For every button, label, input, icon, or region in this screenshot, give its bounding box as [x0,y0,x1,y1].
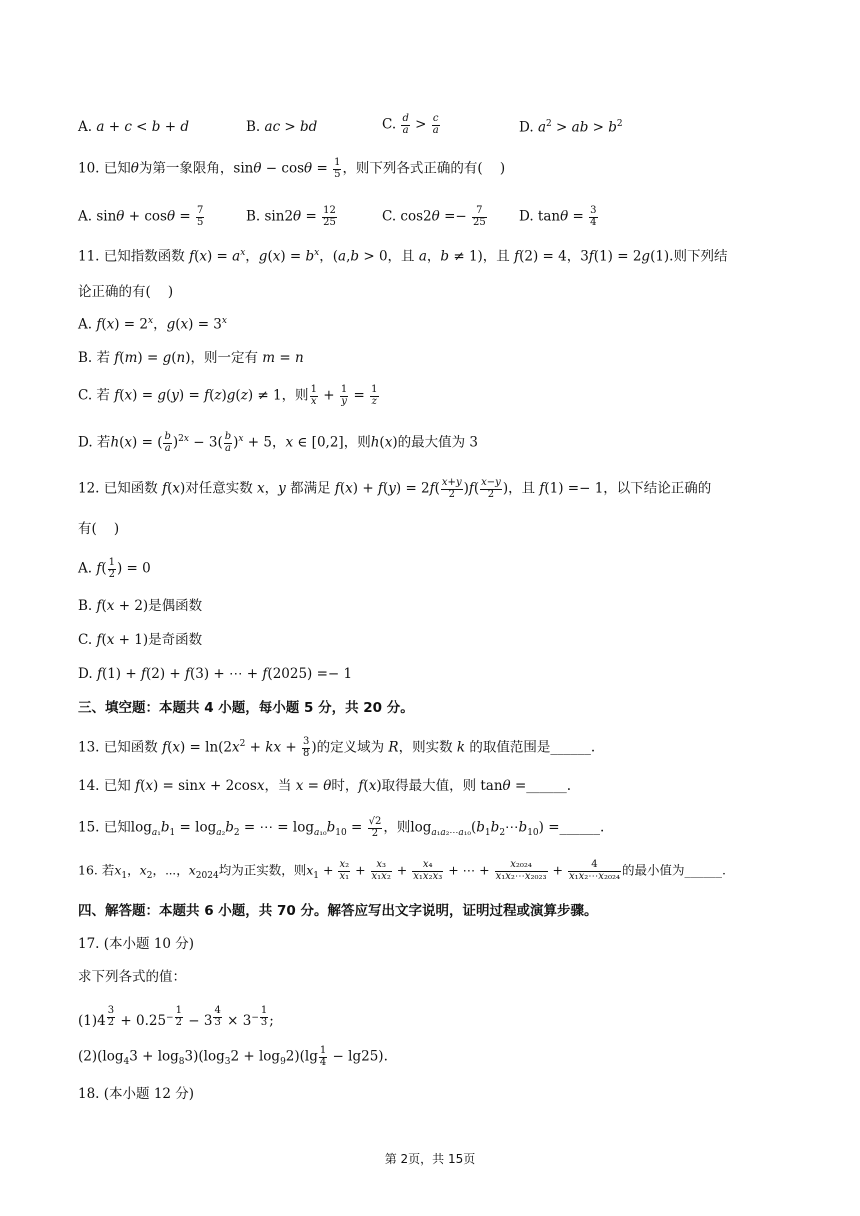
q12-option-a: A. f( $\frac{1}{2}$ ) = 0 [78,557,151,580]
section-3-heading: 三、填空题：本题共 4 小题，每小题 5 分，共 20 分。 [78,700,414,716]
q17-prompt: 求下列各式的值： [78,969,186,985]
q13: 13. 已知函数 $f(x) = \ln(2x^2$ + kx + $\frac{3}{8}$ )的定义域为 R，则实数 k 的取值范围是______. [78,736,596,759]
q9-option-c: C. $\frac{d}{a}$ > $\frac{c}{a}$ [382,113,439,136]
q12-option-b: B. f(x + 2)是偶函数 [78,598,203,614]
q16: 16. 若$x_1$，$x_2$，⋯，$x_{2024}$均为正实数，则$x_1$ + $\frac{\text{x₂}}{\text{x₁}}$ + $\frac{\text{x₃}}{\text{x₁x₂}}$ + $\frac{\text{x₄}}{\text{x₁x₂x₃}}$ + ⋯ + $\frac{\text{x₂₀₂₄}}{\text{x₁x₂⋯x₂₀₂₃}}$ + $\frac{4}{\text{x₁x₂⋯x₂₀₂₄}}$ 的最小值为______. [78,859,726,882]
q12-option-c: C. f(x + 1)是奇函数 [78,632,203,648]
q11-option-c: C. 若 f(x) = g(y) = f(z)g(z) ≠ 1，则 $\frac{1}{x}$ + $\frac{1}{y}$ = $\frac{1}{z}$ [78,384,378,407]
q11-stem: 11. 已知指数函数 $f(x) = a^x$，$g(x) = b^x$，(a,b > 0，且 a，b ≠ 1)，且 f(2) = 4，3f(1) = 2g(1).则下列结 [78,248,728,265]
q9-option-d: D. $a^2$ > ab > $b^2$ [519,119,623,136]
q9-option-a: A. a + c < b + d [78,119,189,135]
q18-title: 18. (本小题 12 分) [78,1086,195,1102]
q15: 15. 已知$\log_{a_1}b_1 = \log_{a_2}b_2$ = ⋯ = $\log_{a_{10}}b_{10}$ = $\frac{√2}{2}$ ，则$\log_{a_1a_2\cdots a_{10}}(b_1b_2\cdots b_{10})$ =______. [78,816,605,839]
section-4-heading: 四、解答题：本题共 6 小题，共 70 分。解答应写出文字说明，证明过程或演算步骤。 [78,903,598,919]
q12-stem-cont: 有( ) [78,521,120,537]
q17-part-2: $(2)(\log_43 + \log_83)(\log_32 + \log_92)(\lg$ $\frac{1}{4}$ − lg25). [78,1045,388,1068]
q10-option-a: A. sinθ + cosθ = $\frac{7}{5}$ [78,205,204,228]
page-footer: 第 2页，共 15页 [384,1152,476,1166]
q12-option-d: D. f(1) + f(2) + f(3) + ⋯ + f(2025) =− 1 [78,666,353,682]
q9-option-b: B. ac > bd [246,119,318,135]
q11-stem-cont: 论正确的有( ) [78,284,174,300]
q10-option-c: C. cos2θ =− $\frac{7}{25}$ [382,205,486,228]
q10-stem: 10. 已知θ为第一象限角，sinθ − cosθ = $\frac{1}{5}$ ，则下列各式正确的有( ) [78,157,506,180]
q14: 14. 已知 f(x) = sinx + 2cosx，当 x = θ时，f(x)取得最大值，则 tanθ =______. [78,778,572,794]
q11-option-a: A. $f(x) = 2^x$，$g(x) = 3^x$ [78,316,227,333]
q10-option-b: B. sin2θ = $\frac{12}{25}$ [246,205,336,228]
q12-stem: 12. 已知函数 f(x)对任意实数 x，y 都满足 f(x) + f(y) = 2f( $\frac{x+y}{2}$ )f( $\frac{x-y}{2}$ )，且 f(1) =− 1，以下结论正确的 [78,477,712,500]
q17-title: 17. (本小题 10 分) [78,936,195,952]
q10-option-d: D. tanθ = $\frac{3}{4}$ [519,205,597,228]
q11-option-b: B. 若 f(m) = g(n)，则一定有 m = n [78,350,304,366]
q11-option-d: D. 若h(x) = ( $\frac{b}{a}$ )$^{2x}$ − 3( $\frac{b}{a}$ )$^x$ + 5，x ∈ [0,2]，则h(x)的最大值为 3 [78,431,478,454]
q17-part-1: (1)4 $^{\frac{3}{2}}$ + $0.25^{- \frac{1}{2}}$ − 3 $^{\frac{4}{3}}$ × $3^{- \frac{1}{3}}$ ; [78,1005,274,1029]
